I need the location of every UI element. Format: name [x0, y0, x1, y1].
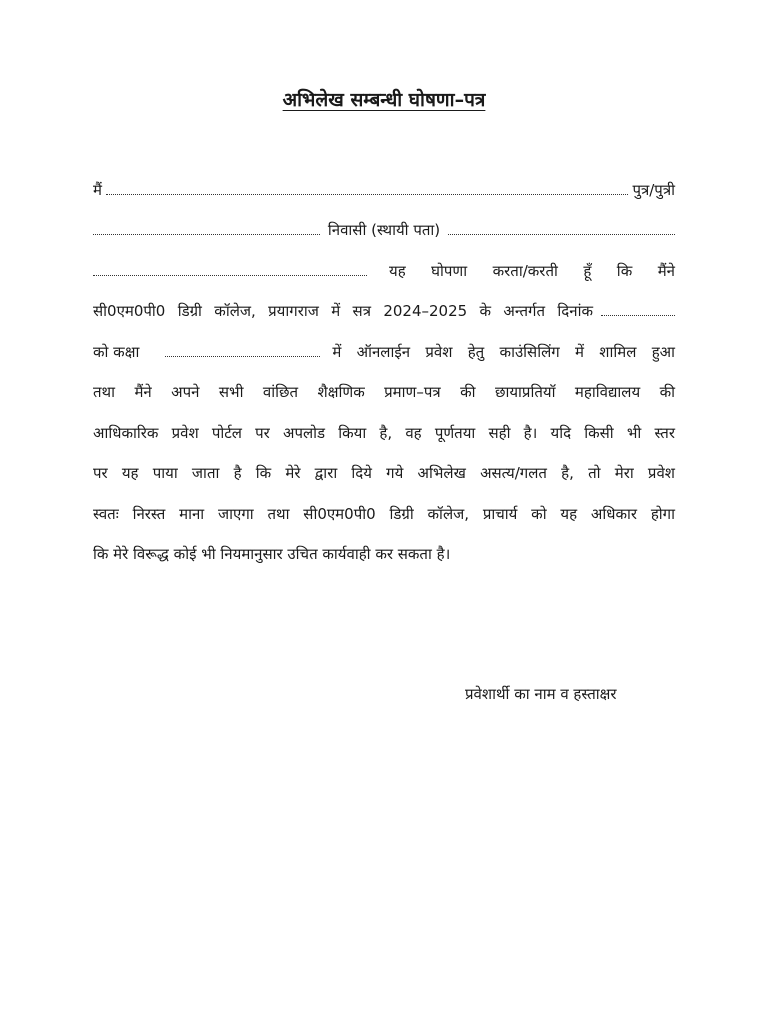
line3-end: यह घोपणा करता/करती हूँ कि मैंने: [389, 262, 675, 280]
address-line: [93, 220, 675, 244]
declaration-start-line: [93, 261, 675, 285]
class-line: [93, 342, 675, 366]
address-blank[interactable]: [448, 220, 675, 235]
line2-middle: निवासी (स्थायी पता): [327, 221, 441, 239]
address-continued-blank[interactable]: [93, 261, 367, 276]
date-blank[interactable]: [601, 301, 675, 316]
body-line-10: कि मेरे विरूद्ध कोई भी नियमानुसार उचित कार्यवाही कर सकता है।: [93, 545, 451, 563]
body-line-7: आधिकारिक प्रवेश पोर्टल पर अपलोड किया है, वह पूर्णतया सही है। यदि किसी भी स्तर: [93, 424, 675, 442]
body-line-8: पर यह पाया जाता है कि मेरे द्वारा दिये गये अभिलेख असत्य/गलत है, तो मेरा प्रवेश: [93, 464, 675, 482]
line5-start: को कक्षा: [93, 343, 140, 361]
line1-start: मैं: [93, 181, 102, 199]
line4-text: सी0एम0पी0 डिग्री कॉलेज, प्रयागराज में सत्र 2024–2025 के अन्तर्गत दिनांक: [93, 302, 593, 320]
body-line-6: तथा मैंने अपने सभी वांछित शैक्षणिक प्रमाण–पत्र की छायाप्रतियॉ महाविद्यालय की: [93, 383, 675, 401]
body-line-9: स्वतः निरस्त माना जाएगा तथा सी0एम0पी0 डिग्री कॉलेज, प्राचार्य को यह अधिकार होगा: [93, 505, 675, 523]
line1-end: पुत्र/पुत्री: [632, 181, 675, 199]
college-session-line: [93, 301, 675, 325]
class-blank[interactable]: [165, 342, 320, 357]
line5-end: में ऑनलाईन प्रवेश हेतु काउंसिलिंग में शामिल हुआ: [332, 343, 675, 361]
parent-name-blank[interactable]: [93, 220, 320, 235]
signature-label: प्रवेशार्थी का नाम व हस्ताक्षर: [465, 685, 617, 703]
document-title: अभिलेख सम्बन्धी घोषणा–पत्र: [282, 89, 486, 111]
name-blank[interactable]: [106, 180, 628, 195]
name-line: [93, 180, 675, 204]
